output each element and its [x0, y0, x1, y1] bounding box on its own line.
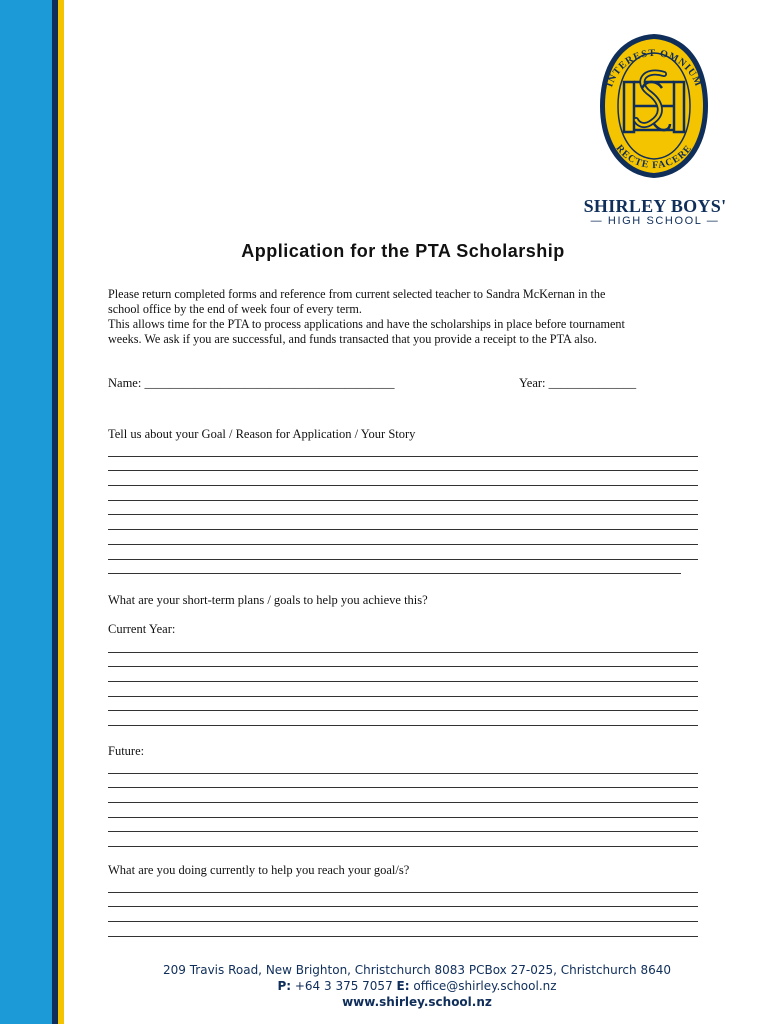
answer-line[interactable]: [108, 759, 698, 774]
answer-line[interactable]: [108, 545, 698, 560]
answer-line[interactable]: [108, 515, 698, 530]
school-subtitle: — HIGH SCHOOL —: [590, 215, 720, 227]
doing-answer-lines[interactable]: [108, 878, 698, 937]
svg-text:RECTE FACERE: RECTE FACERE: [613, 142, 695, 172]
phone-label: P:: [277, 979, 292, 993]
phone-number: +64 3 375 7057: [294, 979, 393, 993]
answer-line[interactable]: [108, 697, 698, 712]
name-field[interactable]: Name: ________________________________________: [108, 376, 395, 390]
left-border-yellow-stripe: [58, 0, 64, 1024]
answer-line[interactable]: [108, 893, 698, 908]
shortterm-prompt: What are your short-term plans / goals to help you achieve this?: [108, 593, 428, 607]
intro-line: This allows time for the PTA to process applications and have the scholarships in place before tournament: [108, 317, 625, 331]
email-label: E:: [396, 979, 410, 993]
intro-paragraph: [108, 287, 708, 347]
goal-prompt: Tell us about your Goal / Reason for Application / Your Story: [108, 427, 416, 441]
answer-line[interactable]: [108, 922, 698, 937]
footer-address: 209 Travis Road, New Brighton, Christchurch 8083 PCBox 27-025, Christchurch 8640: [163, 963, 671, 977]
school-crest-logo: [592, 30, 716, 182]
answer-line[interactable]: [108, 907, 698, 922]
current-year-label: Current Year:: [108, 622, 176, 636]
intro-line: weeks. We ask if you are successful, and funds transacted that you provide a receipt to the PTA also.: [108, 332, 597, 346]
intro-line: Please return completed forms and reference from current selected teacher to Sandra McKernan in the: [108, 287, 606, 301]
answer-line[interactable]: [108, 832, 698, 847]
answer-line[interactable]: [108, 803, 698, 818]
goal-answer-lines[interactable]: [108, 442, 698, 574]
future-label: Future:: [108, 744, 145, 758]
svg-text:INTEREST OMNIUM: INTEREST OMNIUM: [604, 47, 704, 89]
answer-line[interactable]: [108, 774, 698, 789]
answer-line[interactable]: [108, 711, 698, 726]
answer-line[interactable]: [108, 878, 698, 893]
doing-prompt: What are you doing currently to help you reach your goal/s?: [108, 863, 410, 877]
form-title: Application for the PTA Scholarship: [241, 241, 565, 261]
intro-line: school office by the end of week four of every term.: [108, 302, 362, 316]
left-border-blue-stripe: [0, 0, 52, 1024]
name-year-row: [108, 376, 708, 391]
answer-line[interactable]: [108, 638, 698, 653]
year-field[interactable]: Year: ______________: [519, 376, 637, 390]
answer-line[interactable]: [108, 560, 681, 575]
answer-line[interactable]: [108, 818, 698, 833]
answer-line[interactable]: [108, 486, 698, 501]
answer-line[interactable]: [108, 501, 698, 516]
current-year-answer-lines[interactable]: [108, 638, 698, 726]
answer-line[interactable]: [108, 653, 698, 668]
answer-line[interactable]: [108, 682, 698, 697]
answer-line[interactable]: [108, 457, 698, 472]
footer-website[interactable]: www.shirley.school.nz: [342, 995, 492, 1009]
answer-line[interactable]: [108, 471, 698, 486]
answer-line[interactable]: [108, 667, 698, 682]
answer-line[interactable]: [108, 788, 698, 803]
answer-line[interactable]: [108, 442, 698, 457]
answer-line[interactable]: [108, 530, 698, 545]
future-answer-lines[interactable]: [108, 759, 698, 847]
footer-contact: [64, 979, 770, 993]
school-name: SHIRLEY BOYS': [583, 196, 727, 216]
email-address[interactable]: office@shirley.school.nz: [413, 979, 557, 993]
